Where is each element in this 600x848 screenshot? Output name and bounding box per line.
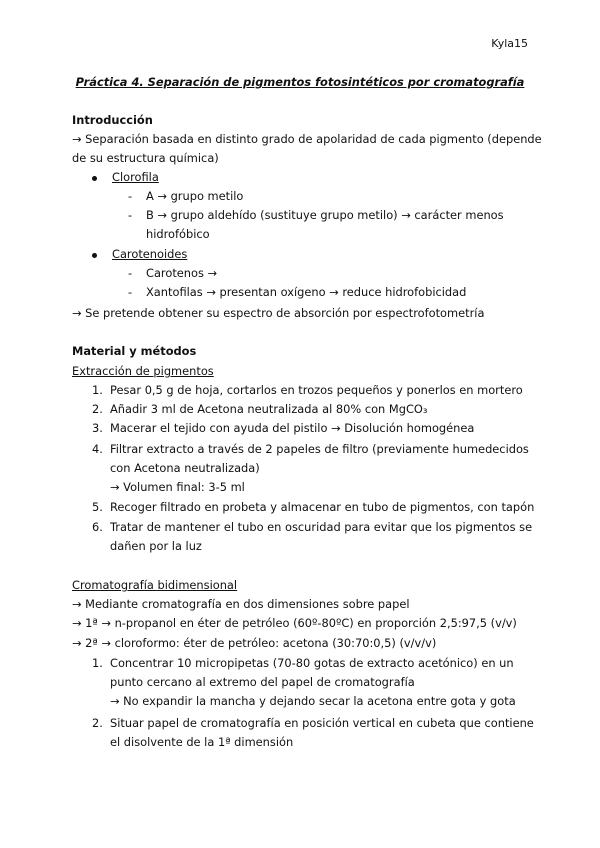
author-header: Kyla15 — [491, 37, 528, 50]
intro-paragraph-line-2: de su estructura química) — [72, 151, 219, 165]
extraccion-step-5: Recoger filtrado en probeta y almacenar en tubo de pigmentos, con tapón — [110, 500, 535, 514]
bullet-icon — [92, 253, 97, 258]
bullet-icon — [92, 176, 97, 181]
step-number: 2. — [92, 402, 103, 416]
cromatografia-step-1-line-2: punto cercano al extremo del papel de cromatografía — [110, 675, 415, 689]
extraccion-step-4-line-3: → Volumen final: 3-5 ml — [110, 480, 245, 494]
carotenoides-label: Carotenoides — [112, 247, 188, 261]
intro-heading: Introducción — [72, 113, 153, 127]
extraccion-step-4-line-1: Filtrar extracto a través de 2 papeles de filtro (previamente humedecidos — [110, 442, 529, 456]
clorofila-b-line-2: hidrofóbico — [146, 227, 210, 241]
cromatografia-line-3: → 2ª → cloroformo: éter de petróleo: acetona (30:70:0,5) (v/v/v) — [72, 636, 437, 650]
extraccion-heading: Extracción de pigmentos — [72, 364, 214, 378]
intro-paragraph-line-1: → Separación basada en distinto grado de apolaridad de cada pigmento (depende — [72, 132, 542, 146]
dash-marker: - — [128, 266, 133, 280]
clorofila-b-line-1: B → grupo aldehído (sustituye grupo metilo) → carácter menos — [146, 208, 504, 222]
extraccion-step-4-line-2: con Acetona neutralizada) — [110, 461, 260, 475]
carotenos: Carotenos → — [146, 266, 218, 280]
step-number: 1. — [92, 383, 103, 397]
dash-marker: - — [128, 189, 133, 203]
step-number: 3. — [92, 421, 103, 435]
cromatografia-heading: Cromatografía bidimensional — [72, 578, 238, 592]
extraccion-step-2: Añadir 3 ml de Acetona neutralizada al 80% con MgCO₃ — [110, 402, 428, 416]
step-number: 6. — [92, 520, 103, 534]
cromatografia-step-1-line-3: → No expandir la mancha y dejando secar la acetona entre gota y gota — [110, 694, 516, 708]
clorofila-label: Clorofila — [112, 170, 159, 184]
extraccion-step-1: Pesar 0,5 g de hoja, cortarlos en trozos pequeños y ponerlos en mortero — [110, 383, 523, 397]
page-title: Práctica 4. Separación de pigmentos fotosintéticos por cromatografía — [75, 75, 525, 89]
extraccion-step-6-line-1: Tratar de mantener el tubo en oscuridad para evitar que los pigmentos se — [110, 520, 533, 534]
extraccion-step-6-line-2: dañen por la luz — [110, 539, 202, 553]
xantofilas: Xantofilas → presentan oxígeno → reduce hidrofobicidad — [146, 285, 467, 299]
cromatografia-step-1-line-1: Concentrar 10 micropipetas (70-80 gotas de extracto acetónico) en un — [110, 656, 514, 670]
intro-paragraph-2: → Se pretende obtener su espectro de absorción por espectrofotometría — [72, 306, 485, 320]
step-number: 2. — [92, 716, 103, 730]
step-number: 4. — [92, 442, 103, 456]
step-number: 5. — [92, 500, 103, 514]
step-number: 1. — [92, 656, 103, 670]
dash-marker: - — [128, 285, 133, 299]
clorofila-a: A → grupo metilo — [146, 189, 244, 203]
cromatografia-line-2: → 1ª → n-propanol en éter de petróleo (60º-80ºC) en proporción 2,5:97,5 (v/v) — [72, 616, 517, 630]
dash-marker: - — [128, 208, 133, 222]
cromatografia-step-2-line-2: el disolvente de la 1ª dimensión — [110, 735, 294, 749]
cromatografia-line-1: → Mediante cromatografía en dos dimensiones sobre papel — [72, 597, 410, 611]
material-heading: Material y métodos — [72, 344, 197, 358]
extraccion-step-3: Macerar el tejido con ayuda del pistilo → Disolución homogénea — [110, 421, 475, 435]
cromatografia-step-2-line-1: Situar papel de cromatografía en posición vertical en cubeta que contiene — [110, 716, 534, 730]
